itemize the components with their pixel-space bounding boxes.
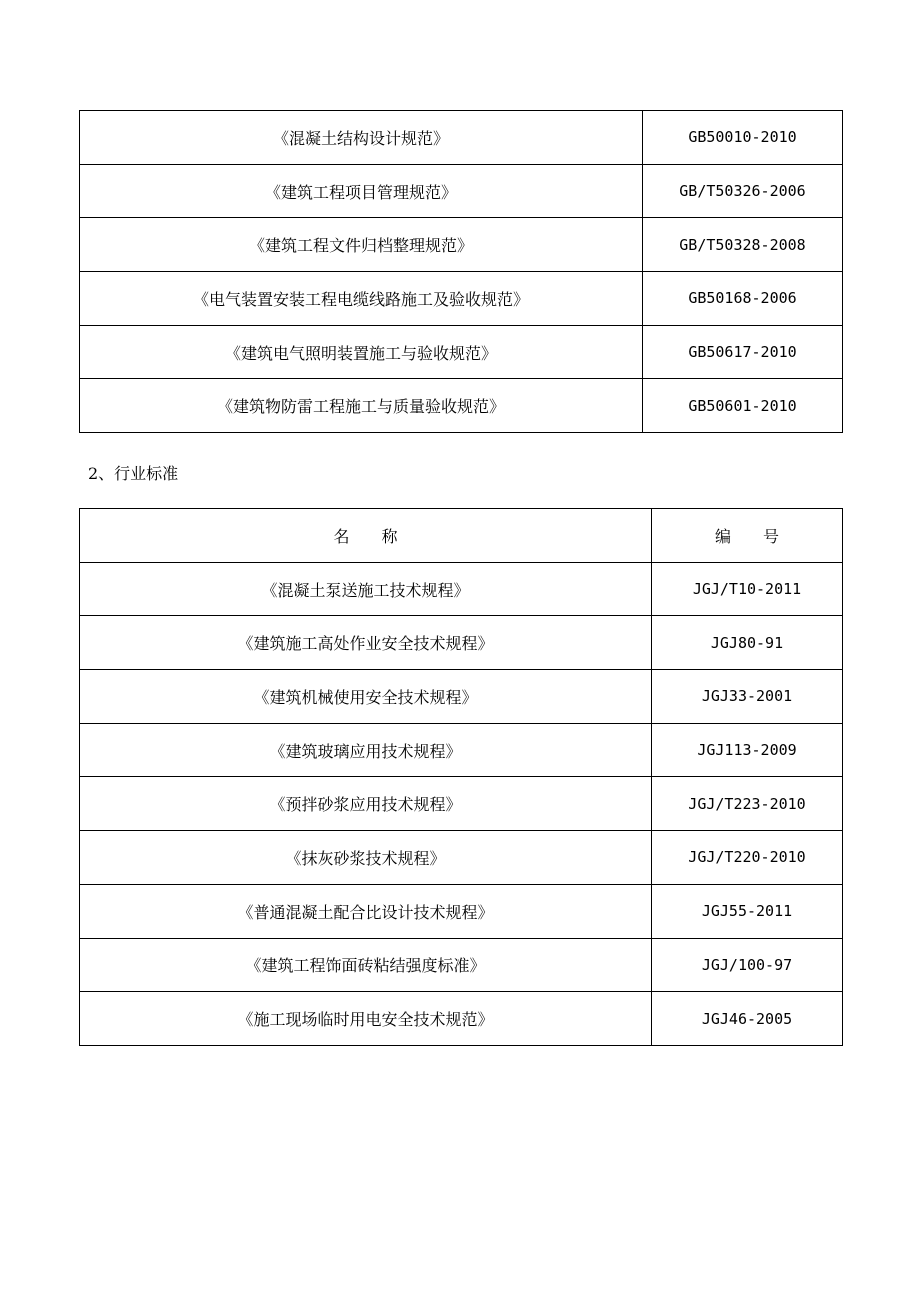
standard-code: JGJ/T10-2011 [652, 562, 843, 616]
standard-name: 《建筑机械使用安全技术规程》 [80, 670, 652, 724]
table-row [80, 992, 843, 1046]
table-header-row [80, 509, 843, 563]
national-standards-table [79, 110, 843, 433]
industry-standards-table [79, 508, 843, 1046]
standard-name: 《预拌砂浆应用技术规程》 [80, 777, 652, 831]
standard-code: GB50617-2010 [643, 325, 843, 379]
standard-name: 《抹灰砂浆技术规程》 [80, 831, 652, 885]
section-heading-industry-standards: 2、行业标准 [88, 464, 179, 483]
standard-code: GB50010-2010 [643, 111, 843, 165]
table-row [80, 325, 843, 379]
standard-code: GB/T50326-2006 [643, 164, 843, 218]
table-row [80, 218, 843, 272]
standard-code: JGJ46-2005 [652, 992, 843, 1046]
standard-code: JGJ/T220-2010 [652, 831, 843, 885]
standard-name: 《建筑工程项目管理规范》 [80, 164, 643, 218]
standard-code: JGJ33-2001 [652, 670, 843, 724]
standard-code: JGJ55-2011 [652, 884, 843, 938]
table-row [80, 723, 843, 777]
table-row [80, 272, 843, 326]
standard-code: GB50168-2006 [643, 272, 843, 326]
standard-name: 《建筑工程文件归档整理规范》 [80, 218, 643, 272]
standard-name: 《施工现场临时用电安全技术规范》 [80, 992, 652, 1046]
column-header-code: 编 号 [652, 509, 843, 563]
table-row [80, 777, 843, 831]
table-row [80, 831, 843, 885]
standard-code: JGJ80-91 [652, 616, 843, 670]
table-row [80, 670, 843, 724]
table-row [80, 111, 843, 165]
table-row [80, 616, 843, 670]
standard-name: 《混凝土结构设计规范》 [80, 111, 643, 165]
standard-name: 《建筑电气照明装置施工与验收规范》 [80, 325, 643, 379]
table-row [80, 379, 843, 433]
standard-name: 《建筑工程饰面砖粘结强度标准》 [80, 938, 652, 992]
table-row [80, 562, 843, 616]
standard-code: JGJ/T223-2010 [652, 777, 843, 831]
standard-name: 《建筑施工高处作业安全技术规程》 [80, 616, 652, 670]
standard-name: 《混凝土泵送施工技术规程》 [80, 562, 652, 616]
standard-name: 《普通混凝土配合比设计技术规程》 [80, 884, 652, 938]
standard-name: 《建筑玻璃应用技术规程》 [80, 723, 652, 777]
standard-code: GB50601-2010 [643, 379, 843, 433]
table-row [80, 938, 843, 992]
standard-code: JGJ/100-97 [652, 938, 843, 992]
standard-code: JGJ113-2009 [652, 723, 843, 777]
standard-name: 《建筑物防雷工程施工与质量验收规范》 [80, 379, 643, 433]
table-row [80, 884, 843, 938]
standard-name: 《电气装置安装工程电缆线路施工及验收规范》 [80, 272, 643, 326]
standard-code: GB/T50328-2008 [643, 218, 843, 272]
table-row [80, 164, 843, 218]
column-header-name: 名 称 [80, 509, 652, 563]
